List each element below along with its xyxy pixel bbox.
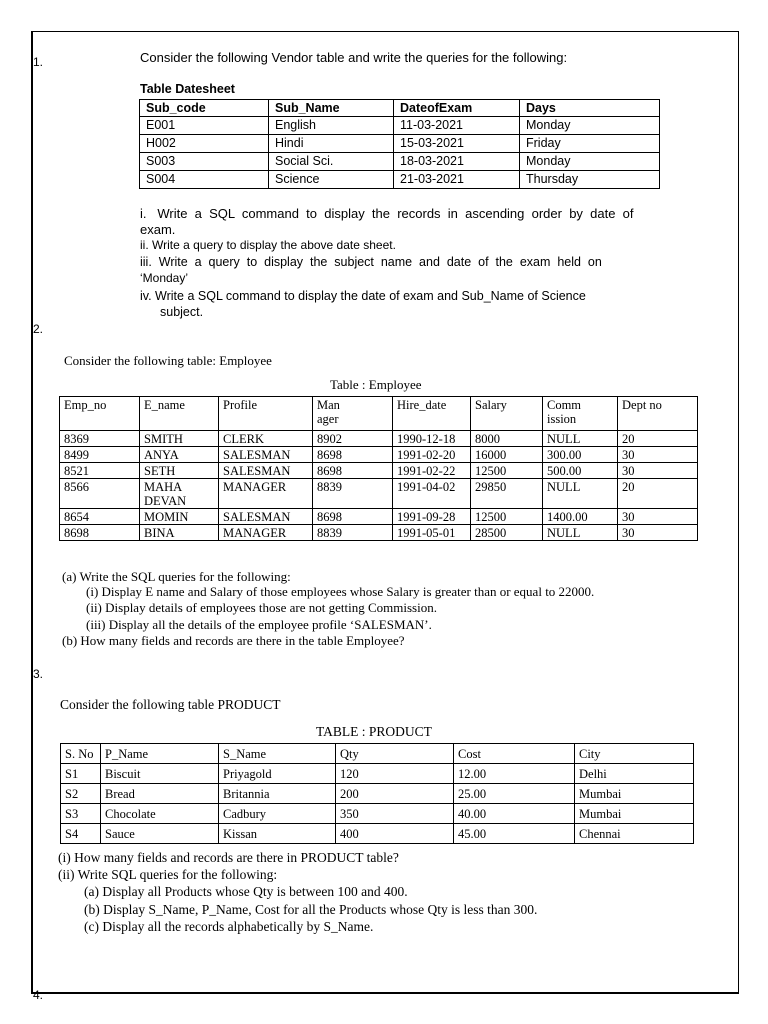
table-cell: Kissan xyxy=(219,824,336,844)
q3-part-ii-c: (c) Display all the records alphabetically by S_Name. xyxy=(84,919,374,934)
table-cell: S004 xyxy=(140,171,269,189)
header-line: Comm xyxy=(547,398,582,412)
table-cell xyxy=(60,525,140,541)
table-cell: 11-03-2021 xyxy=(394,117,520,135)
table-cell xyxy=(618,463,698,479)
cell-line: NULL xyxy=(547,480,581,494)
q3-part-ii-a: (a) Display all Products whose Qty is between 100 and 400. xyxy=(84,884,408,899)
table-cell: Hindi xyxy=(269,135,394,153)
column-header: Emp_no xyxy=(60,397,140,431)
cell-line: MOMIN xyxy=(144,510,189,524)
cell-line: 8521 xyxy=(64,464,89,478)
question-3-intro: Consider the following table PRODUCT xyxy=(60,697,281,712)
table-cell xyxy=(140,525,219,541)
table-cell: Bread xyxy=(101,784,219,804)
table-header-row xyxy=(61,744,694,764)
column-header: Hire_date xyxy=(393,397,471,431)
cell-line: SALESMAN xyxy=(223,448,291,462)
table-cell xyxy=(219,447,313,463)
table-cell: 21-03-2021 xyxy=(394,171,520,189)
table-cell xyxy=(393,463,471,479)
cell-line: 8654 xyxy=(64,510,89,524)
cell-line: SALESMAN xyxy=(223,510,291,524)
table-row xyxy=(60,431,698,447)
table-cell: Science xyxy=(269,171,394,189)
table-cell xyxy=(471,447,543,463)
q1-item-ii: ii. Write a query to display the above date sheet. xyxy=(140,238,396,252)
question-4-number: 4. xyxy=(33,988,44,1002)
column-header: Salary xyxy=(471,397,543,431)
table-cell: Biscuit xyxy=(101,764,219,784)
header-line: ager xyxy=(317,412,339,426)
table-cell: Sauce xyxy=(101,824,219,844)
q3-part-ii-b: (b) Display S_Name, P_Name, Cost for all the Products whose Qty is less than 300. xyxy=(84,902,538,917)
question-1-intro: Consider the following Vendor table and write the queries for the following: xyxy=(140,50,568,65)
cell-line: MANAGER xyxy=(223,526,287,540)
cell-line: 8698 xyxy=(317,510,342,524)
table-cell: Chennai xyxy=(575,824,694,844)
table-cell xyxy=(543,463,618,479)
q2-part-a: (a) Write the SQL queries for the following: xyxy=(62,569,291,584)
cell-line: MANAGER xyxy=(223,480,287,494)
q2-part-b: (b) How many fields and records are there in the table Employee? xyxy=(62,633,405,648)
column-header: Profile xyxy=(219,397,313,431)
cell-line: 8902 xyxy=(317,432,342,446)
table-cell xyxy=(60,463,140,479)
cell-line: 8698 xyxy=(317,464,342,478)
table-cell xyxy=(618,509,698,525)
column-header: Cost xyxy=(454,744,575,764)
table-cell xyxy=(618,479,698,509)
column-header: DateofExam xyxy=(394,100,520,117)
column-header xyxy=(313,397,393,431)
column-header: S_Name xyxy=(219,744,336,764)
table-cell: 400 xyxy=(336,824,454,844)
table-cell: Monday xyxy=(520,153,660,171)
table-cell: Chocolate xyxy=(101,804,219,824)
table-cell xyxy=(393,479,471,509)
table-cell: Cadbury xyxy=(219,804,336,824)
table-cell xyxy=(140,479,219,509)
table-cell xyxy=(60,509,140,525)
header-line: Man xyxy=(317,398,340,412)
q3-part-i: (i) How many fields and records are there in PRODUCT table? xyxy=(58,850,399,865)
table-row xyxy=(61,804,694,824)
table-cell xyxy=(219,509,313,525)
table-row xyxy=(60,525,698,541)
table-cell xyxy=(618,447,698,463)
datesheet-table xyxy=(139,99,660,189)
cell-line: SETH xyxy=(144,464,176,478)
table-cell: Delhi xyxy=(575,764,694,784)
table-cell xyxy=(140,463,219,479)
cell-line: ANYA xyxy=(144,448,179,462)
cell-line: 8000 xyxy=(475,432,500,446)
table-row xyxy=(140,117,660,135)
table-cell: 200 xyxy=(336,784,454,804)
table-cell xyxy=(543,447,618,463)
table-cell: 45.00 xyxy=(454,824,575,844)
column-header: E_name xyxy=(140,397,219,431)
cell-line: 12500 xyxy=(475,464,507,478)
q1-item-iv-line2: subject. xyxy=(160,305,204,319)
cell-line: CLERK xyxy=(223,432,264,446)
table-cell: 12.00 xyxy=(454,764,575,784)
table-cell: 18-03-2021 xyxy=(394,153,520,171)
table-cell: Social Sci. xyxy=(269,153,394,171)
table-row xyxy=(140,171,660,189)
cell-line: NULL xyxy=(547,432,581,446)
cell-line: 1400.00 xyxy=(547,510,588,524)
table-cell xyxy=(313,525,393,541)
table-row xyxy=(61,824,694,844)
column-header: Qty xyxy=(336,744,454,764)
q2-part-a-iii: (iii) Display all the details of the employee profile ‘SALESMAN’. xyxy=(86,617,432,632)
cell-line: 8698 xyxy=(64,526,89,540)
header-line: ission xyxy=(547,412,577,426)
table-cell xyxy=(140,431,219,447)
column-header: Sub_code xyxy=(140,100,269,117)
cell-line: 30 xyxy=(622,510,635,524)
cell-line: 28500 xyxy=(475,526,507,540)
table-cell xyxy=(219,431,313,447)
table-cell xyxy=(543,479,618,509)
table-row xyxy=(61,764,694,784)
cell-line: BINA xyxy=(144,526,175,540)
table-cell: 25.00 xyxy=(454,784,575,804)
cell-line: 8839 xyxy=(317,526,342,540)
table-cell xyxy=(313,509,393,525)
table-cell xyxy=(393,447,471,463)
employee-table-title: Table : Employee xyxy=(330,377,422,392)
cell-line: 1991-04-02 xyxy=(397,480,456,494)
product-table xyxy=(60,743,694,844)
cell-line: 8566 xyxy=(64,480,89,494)
cell-line: 30 xyxy=(622,464,635,478)
table-cell xyxy=(219,463,313,479)
datesheet-table-title: Table Datesheet xyxy=(140,82,235,96)
table-cell xyxy=(140,509,219,525)
table-cell xyxy=(60,431,140,447)
cell-line: 1990-12-18 xyxy=(397,432,456,446)
table-cell xyxy=(471,431,543,447)
table-cell: Monday xyxy=(520,117,660,135)
cell-line: 20 xyxy=(622,432,635,446)
table-cell: Friday xyxy=(520,135,660,153)
table-row xyxy=(140,153,660,171)
q2-part-a-ii: (ii) Display details of employees those are not getting Commission. xyxy=(86,600,437,615)
question-3-number: 3. xyxy=(33,667,44,681)
cell-line: 500.00 xyxy=(547,464,582,478)
q1-item-iv-line1: iv. Write a SQL command to display the date of exam and Sub_Name of Science xyxy=(140,289,586,303)
table-cell: 15-03-2021 xyxy=(394,135,520,153)
q3-part-ii: (ii) Write SQL queries for the following: xyxy=(58,867,278,882)
table-cell xyxy=(393,525,471,541)
table-cell: 40.00 xyxy=(454,804,575,824)
table-cell xyxy=(393,509,471,525)
table-cell: Britannia xyxy=(219,784,336,804)
table-cell: Mumbai xyxy=(575,784,694,804)
cell-line: 8698 xyxy=(317,448,342,462)
table-cell xyxy=(219,479,313,509)
column-header: Sub_Name xyxy=(269,100,394,117)
cell-line: NULL xyxy=(547,526,581,540)
q1-item-i-line2: exam. xyxy=(140,222,176,237)
cell-line: 1991-02-20 xyxy=(397,448,456,462)
table-cell xyxy=(60,479,140,509)
column-header: P_Name xyxy=(101,744,219,764)
column-header: City xyxy=(575,744,694,764)
table-cell: Priyagold xyxy=(219,764,336,784)
table-cell: Mumbai xyxy=(575,804,694,824)
cell-line: 30 xyxy=(622,526,635,540)
table-cell xyxy=(543,525,618,541)
table-cell xyxy=(313,479,393,509)
table-cell xyxy=(618,525,698,541)
table-cell xyxy=(313,447,393,463)
table-cell: E001 xyxy=(140,117,269,135)
table-cell: S1 xyxy=(61,764,101,784)
cell-line: 20 xyxy=(622,480,635,494)
table-cell xyxy=(471,479,543,509)
table-cell: Thursday xyxy=(520,171,660,189)
table-row xyxy=(60,509,698,525)
column-header: Days xyxy=(520,100,660,117)
table-row xyxy=(61,784,694,804)
cell-line: DEVAN xyxy=(144,494,187,508)
table-cell xyxy=(313,463,393,479)
table-cell xyxy=(219,525,313,541)
table-cell: H002 xyxy=(140,135,269,153)
table-cell: 120 xyxy=(336,764,454,784)
table-cell xyxy=(471,525,543,541)
cell-line: 30 xyxy=(622,448,635,462)
cell-line: 12500 xyxy=(475,510,507,524)
cell-line: 1991-02-22 xyxy=(397,464,456,478)
cell-line: 1991-05-01 xyxy=(397,526,456,540)
question-1-number: 1. xyxy=(33,55,44,69)
table-cell: S003 xyxy=(140,153,269,171)
table-cell xyxy=(543,431,618,447)
question-2-number: 2. xyxy=(33,322,44,336)
cell-line: 8369 xyxy=(64,432,89,446)
table-cell xyxy=(313,431,393,447)
table-row xyxy=(140,135,660,153)
table-cell xyxy=(471,463,543,479)
table-row xyxy=(60,447,698,463)
table-cell xyxy=(393,431,471,447)
cell-line: 8499 xyxy=(64,448,89,462)
q1-item-iii-line1: iii. Write a query to display the subject name and date of the exam held on xyxy=(140,255,602,269)
cell-line: MAHA xyxy=(144,480,183,494)
cell-line: 1991-09-28 xyxy=(397,510,456,524)
table-cell: 350 xyxy=(336,804,454,824)
cell-line: 29850 xyxy=(475,480,507,494)
table-header-row xyxy=(60,397,698,431)
column-header xyxy=(543,397,618,431)
product-table-title: TABLE : PRODUCT xyxy=(316,724,432,739)
table-row xyxy=(60,479,698,509)
table-cell xyxy=(543,509,618,525)
q2-part-a-i: (i) Display E name and Salary of those employees whose Salary is greater than or equal to 22000. xyxy=(86,584,595,599)
table-cell xyxy=(618,431,698,447)
cell-line: SALESMAN xyxy=(223,464,291,478)
cell-line: 8839 xyxy=(317,480,342,494)
q1-item-i-line1: i. Write a SQL command to display the records in ascending order by date of xyxy=(140,206,634,221)
cell-line: 300.00 xyxy=(547,448,582,462)
cell-line: SMITH xyxy=(144,432,183,446)
table-cell: S3 xyxy=(61,804,101,824)
table-cell: S2 xyxy=(61,784,101,804)
question-2-intro: Consider the following table: Employee xyxy=(64,353,272,368)
table-cell: English xyxy=(269,117,394,135)
table-cell: S4 xyxy=(61,824,101,844)
cell-line: 16000 xyxy=(475,448,507,462)
table-row xyxy=(60,463,698,479)
employee-table xyxy=(59,396,698,541)
table-header-row xyxy=(140,100,660,117)
column-header: S. No xyxy=(61,744,101,764)
q1-item-iii-line2: ‘Monday’ xyxy=(140,271,189,285)
table-cell xyxy=(60,447,140,463)
column-header: Dept no xyxy=(618,397,698,431)
table-cell xyxy=(471,509,543,525)
table-cell xyxy=(140,447,219,463)
